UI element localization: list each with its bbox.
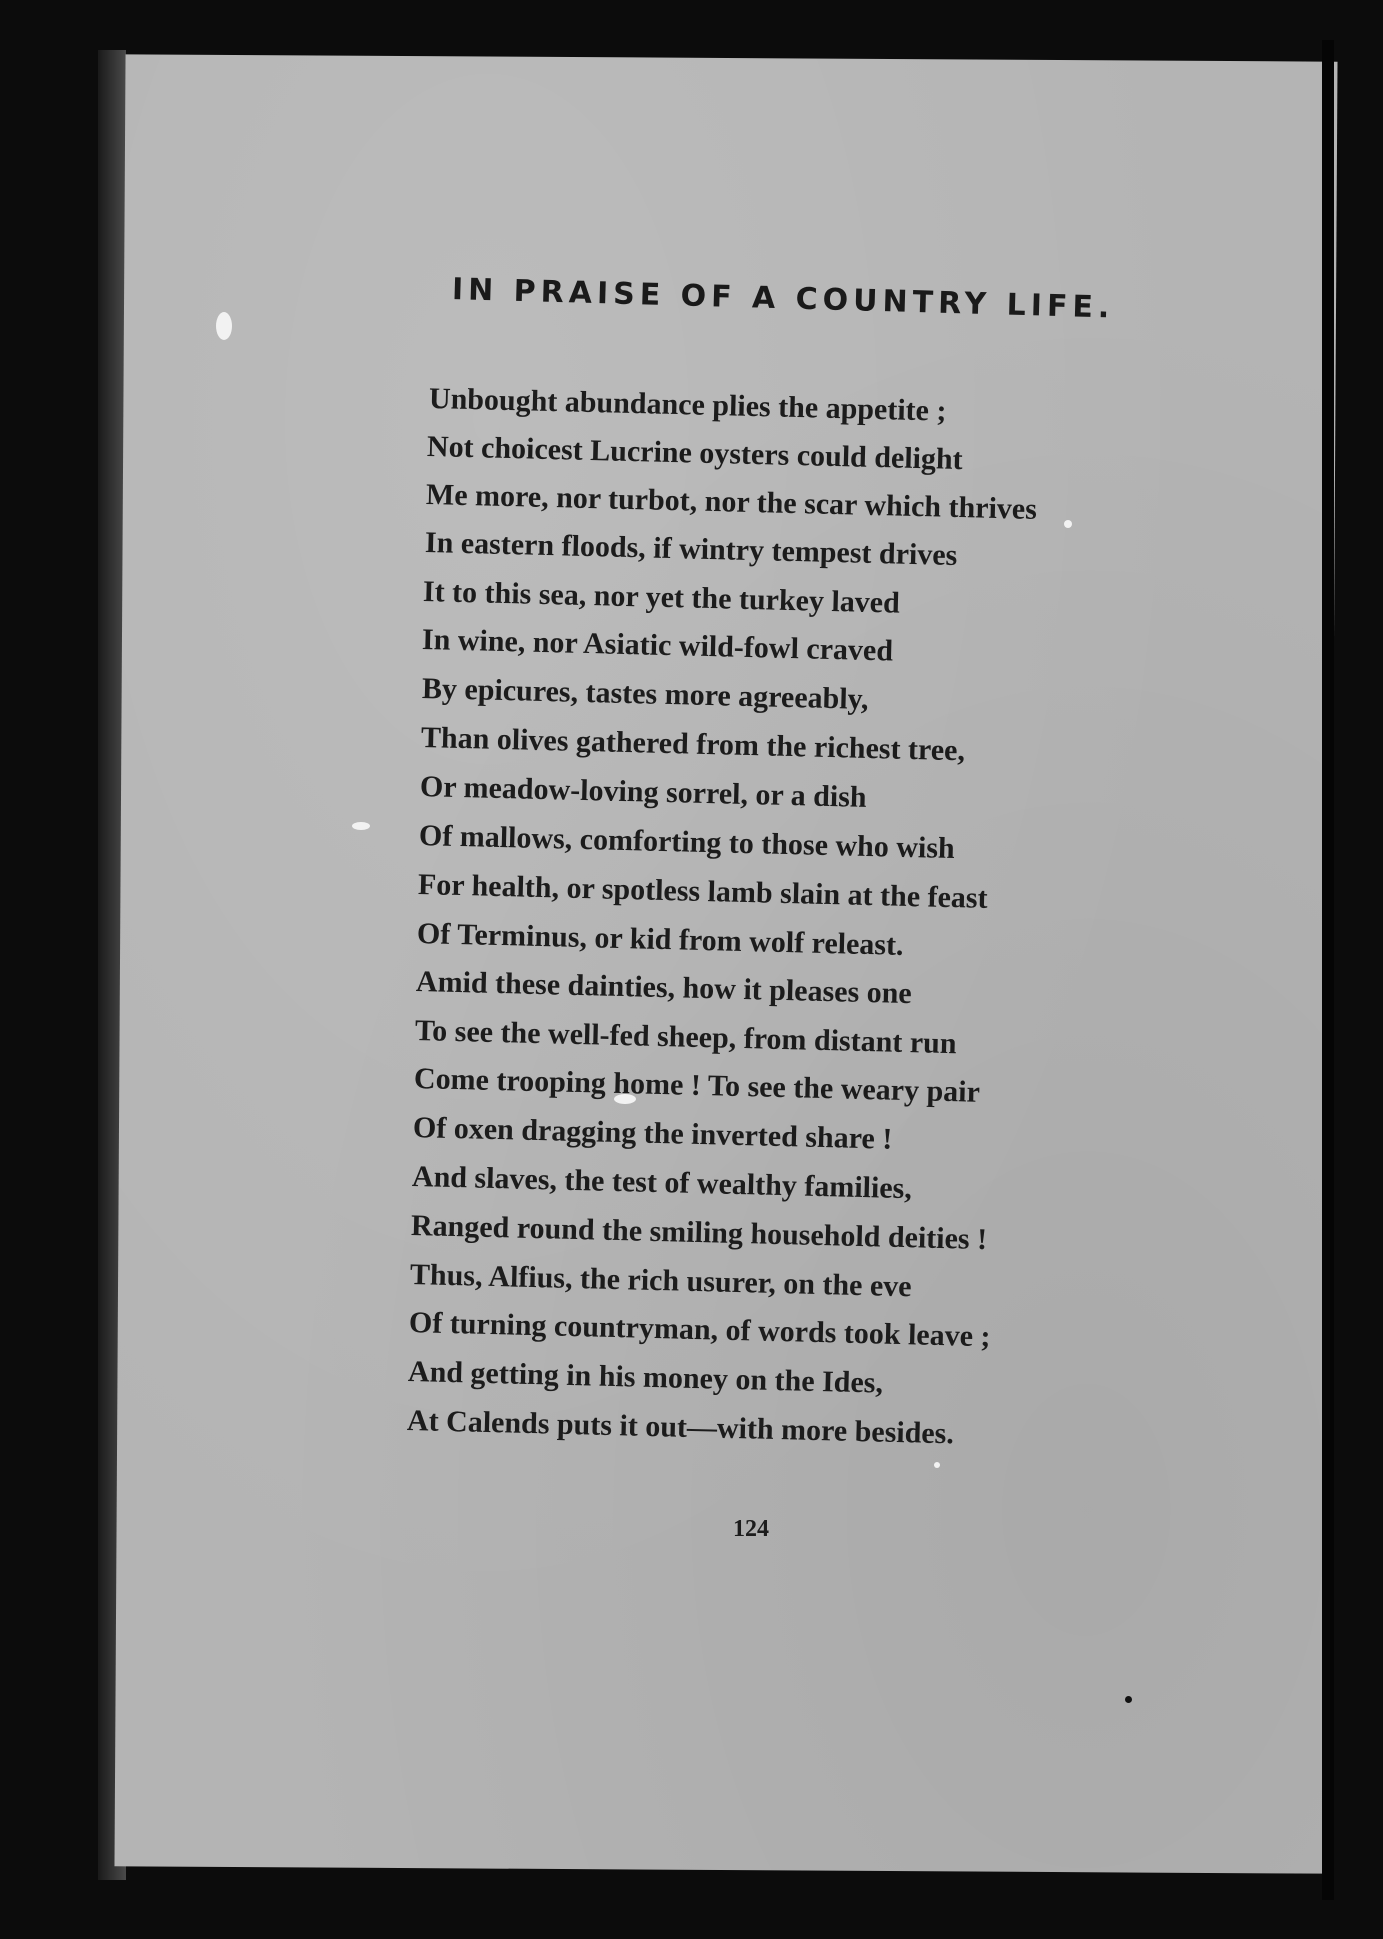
poem-line: It to this sea, nor yet the turkey laved — [422, 575, 901, 620]
page-number: 124 — [733, 1516, 769, 1542]
poem-line: By epicures, tastes more agreeably, — [421, 672, 869, 716]
poem-line: Thus, Alfius, the rich usurer, on the eve — [409, 1258, 912, 1304]
poem-line: Amid these dainties, how it pleases one — [415, 965, 913, 1011]
poem-line: Of turning countryman, of words took leave ; — [408, 1306, 991, 1354]
poem-line: And getting in his money on the Ides, — [407, 1355, 884, 1400]
poem-line: Of mallows, comforting to those who wish — [418, 819, 956, 866]
poem-line: Of Terminus, or kid from wolf releast. — [416, 917, 904, 962]
poem-line: Of oxen dragging the inverted share ! — [412, 1111, 893, 1156]
poem-line: In wine, nor Asiatic wild-fowl craved — [421, 623, 894, 668]
poem-line: To see the well-fed sheep, from distant run — [414, 1014, 957, 1061]
poem-line: For health, or spotless lamb slain at the feast — [417, 868, 988, 915]
poem-line: Come trooping home ! To see the weary pair — [413, 1062, 981, 1109]
poem-line: Not choicest Lucrine oysters could delight — [426, 430, 964, 477]
poem-line: Or meadow-loving sorrel, or a dish — [419, 770, 867, 814]
poem-line: In eastern floods, if wintry tempest drives — [424, 526, 958, 573]
poem-line: Ranged round the smiling household deities ! — [410, 1209, 988, 1257]
poem-line: At Calends puts it out—with more besides. — [406, 1404, 955, 1451]
poem-line: Than olives gathered from the richest tree, — [420, 721, 966, 768]
poem-line: And slaves, the test of wealthy families, — [411, 1160, 913, 1206]
page-title: IN PRAISE OF A COUNTRY LIFE. — [451, 272, 1115, 326]
poem-line: Me more, nor turbot, nor the scar which thrives — [425, 478, 1038, 526]
poem-line: Unbought abundance plies the appetite ; — [428, 382, 947, 428]
